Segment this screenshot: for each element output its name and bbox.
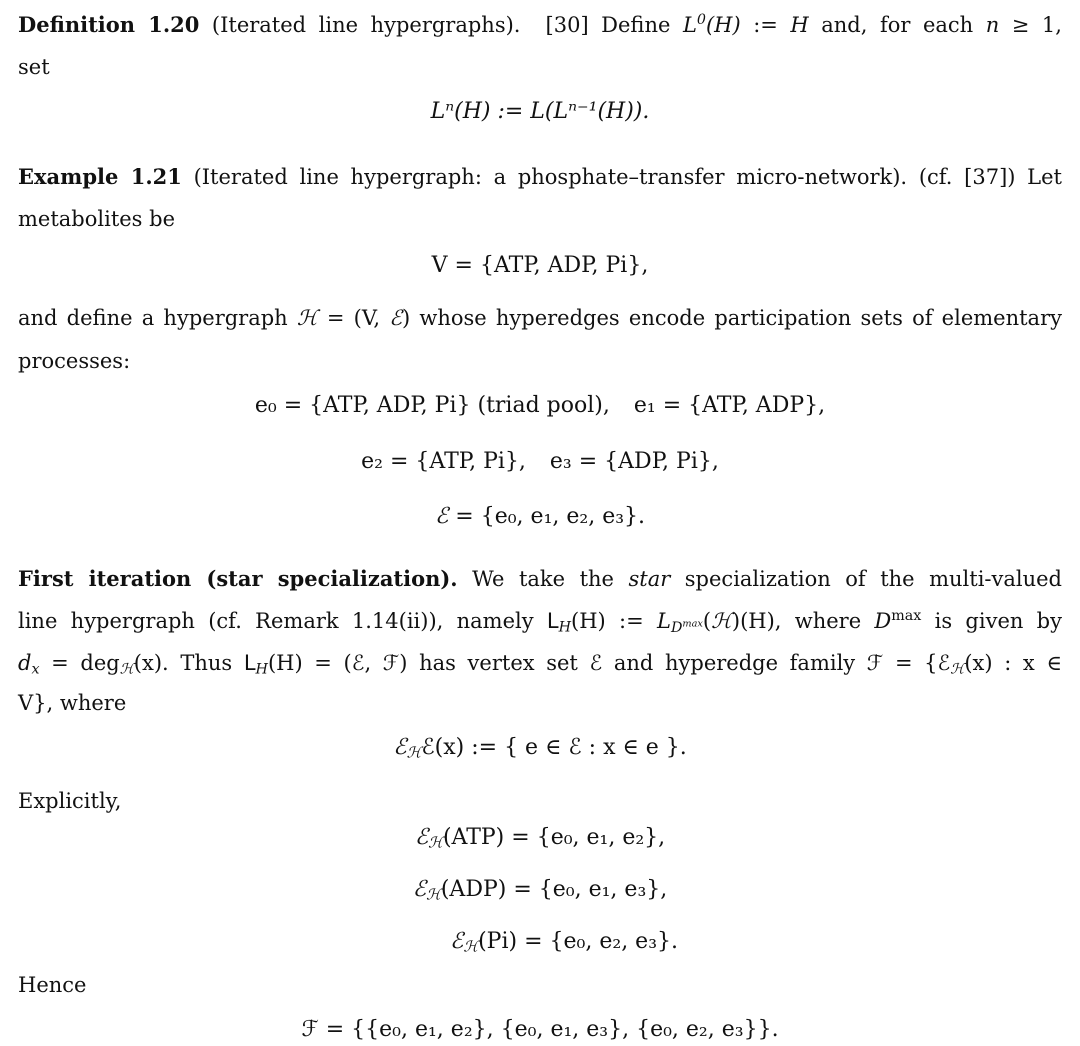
star-val: = {e₀, e₁, e₃}, (513, 877, 668, 902)
star-definition: ℰ(x) := { e ∈ ℰ : x ∈ e }. (421, 735, 687, 760)
vertex-set-display: V = {ATP, ADP, Pi}, (431, 253, 649, 278)
example-line-4: processes: (18, 349, 131, 373)
paragraph-text: (H) = (ℰ, ℱ) has vertex set ℰ and hyperedge family ℱ = {ℰ (267, 651, 951, 675)
edge-set-display: ℰ = {e₀, e₁, e₂, e₃}. (434, 504, 646, 529)
edge-e2: e₂ = {ATP, Pi}, (361, 449, 526, 474)
math-H-cal: ℋ (296, 306, 318, 330)
star-val: = {e₀, e₂, e₃}. (524, 929, 679, 954)
hypergraph-line (18, 305, 1062, 331)
math-sfL: L (546, 609, 559, 633)
family-display: ℱ = {{e₀, e₁, e₂}, {e₀, e₁, e₃}, {e₀, e₂, e₃}}. (301, 1017, 779, 1042)
definition-cite: [30] (545, 13, 589, 37)
definition-text: and, for each (821, 13, 974, 37)
math-d: d (18, 651, 32, 675)
first-iteration-line-4: V}, where (18, 691, 127, 715)
explicitly-line: Explicitly, (18, 789, 122, 813)
example-label: Example 1.21 (18, 164, 182, 189)
example-text: = (V, (326, 306, 390, 330)
math-lineop: (H) := (571, 609, 644, 633)
example-text: and define a hypergraph (18, 306, 288, 330)
definition-cont: set (18, 55, 50, 79)
star-arg: (ADP) (440, 877, 507, 902)
edges-row-1 (0, 392, 1080, 420)
edge-e1: e₁ = {ATP, ADP}, (633, 393, 826, 418)
math-H: H (790, 13, 809, 37)
math-n: n (985, 13, 1000, 37)
hence-line: Hence (18, 973, 87, 997)
paragraph-text: line hypergraph (cf. Remark 1.14(ii)), namely (18, 609, 534, 633)
paragraph-text: specialization of the multi-valued (684, 567, 1062, 591)
star-definition-display: ℰ$_ℋ$ℰ(x) := { e ∈ ℰ : x ∈ e }. (393, 735, 687, 762)
edge-e3: e₃ = {ADP, Pi}, (549, 449, 719, 474)
star-arg: (Pi) (478, 929, 518, 954)
paragraph-text: (H), where (740, 609, 862, 633)
example-name: (Iterated line hypergraph: a phosphate–transfer micro-network). (193, 165, 908, 189)
math-L: L (657, 609, 671, 633)
math-D: D (874, 609, 892, 633)
definition-text: Define (601, 13, 671, 37)
paragraph-text: (x) : x ∈ (964, 651, 1062, 675)
definition-display: Lⁿ(H) := L(Lⁿ⁻¹(H)). (430, 99, 650, 124)
example-cite: (cf. [37]) (918, 165, 1016, 189)
paragraph-text: We take the (472, 567, 614, 591)
assign-op: := (753, 13, 778, 37)
first-iteration-line-1 (18, 566, 1062, 592)
edge-e0: e₀ = {ATP, ADP, Pi} (triad pool), (254, 393, 610, 418)
definition-line (18, 12, 1062, 38)
math-E-cal: ℰ (389, 306, 402, 330)
definition-name: (Iterated line hypergraphs). (211, 13, 521, 37)
edge-set: = {e₀, e₁, e₂, e₃}. (455, 504, 646, 529)
paragraph-text: is given by (934, 609, 1062, 633)
example-line-2: metabolites be (18, 207, 176, 231)
math-deg: = deg (51, 651, 120, 675)
first-iteration-line-2: line hypergraph (cf. Remark 1.14(ii)), namely $L_H(H)$ := $L_{D^{max}}(ℋ)(H)$, where $D^{max}$ is given by (18, 608, 1062, 636)
edges-row-2 (0, 448, 1080, 476)
emph-star: star (628, 567, 671, 591)
star-arg: (ATP) (442, 825, 505, 850)
star-row-atp: ℰ$_ℋ$(ATP) = {e₀, e₁, e₂}, (414, 825, 666, 852)
math-sfL: L (243, 651, 256, 675)
math-L0H: $L^0(H)$ (682, 12, 741, 37)
first-iteration-line-3: $d_x = deg_ℋ(x)$. Thus $L_H(H)$ = (ℰ, ℱ) has vertex set ℰ and hyperedge family ℱ = {ℰ$_ℋ$(x) : x ∈ (18, 651, 1062, 678)
star-row-pi: ℰ$_ℋ$(Pi) = {e₀, e₂, e₃}. (449, 929, 679, 956)
star-val: = {e₀, e₁, e₂}, (511, 825, 666, 850)
star-row-adp: ℰ$_ℋ$(ADP) = {e₀, e₁, e₃}, (412, 877, 668, 904)
first-iteration-heading: First iteration (star specialization). (18, 566, 458, 591)
example-line (18, 164, 1062, 190)
paragraph-text: (x). Thus (133, 651, 233, 675)
definition-label: Definition 1.20 (18, 12, 200, 37)
example-text: Let (1027, 165, 1062, 189)
example-text: ) whose hyperedges encode participation sets of elementary (401, 306, 1062, 330)
definition-text: ≥ 1, (1011, 13, 1062, 37)
math-max: max (891, 608, 922, 625)
